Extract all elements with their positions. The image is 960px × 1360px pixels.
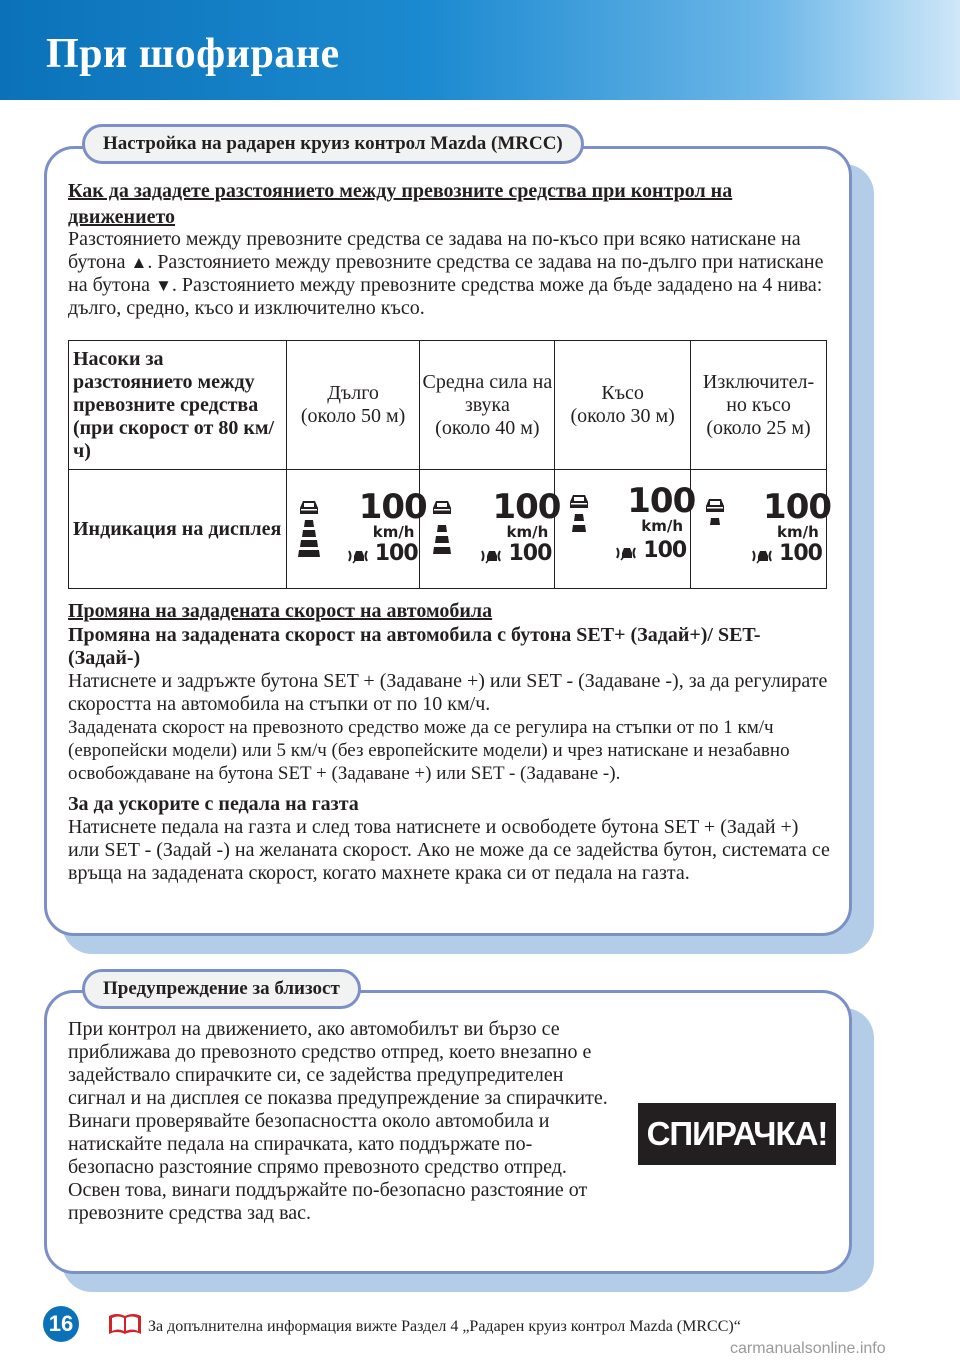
display-extra-short: [691, 470, 832, 589]
accel-para: Натиснете педала на газта и след това натиснете и освободете бутона SET + (Задай +) или SET - (Задай -) на желаната скорост. Ако не може да се задейства бутон, системата се връща на зададената скорост, когато махнете крака си от педала на газта.: [68, 816, 830, 884]
display-long: [286, 470, 427, 589]
section1-heading: [68, 178, 828, 230]
speed-para1: Натиснете и задръжте бутона SET + (Задаване +) или SET - (Задаване -), за да регулирате скоростта на автомобила на стъпки от по 10 км/ч.: [68, 670, 828, 715]
brake-warning-display: СПИРАЧКА!: [638, 1103, 836, 1165]
guidance-row-header: Насоки за разстоянието между превозните средства (при скорост от 80 км/ч): [69, 341, 287, 470]
up-triangle-icon: ▲: [130, 253, 148, 272]
lead-car-icon: [297, 498, 321, 516]
radar-cruise-icon: [615, 544, 637, 562]
page-number: 16: [43, 1306, 79, 1342]
col-extra-short-distance: (около 25 м): [706, 416, 811, 439]
speed-unit: km/h: [506, 523, 549, 541]
set-speed-value: 100: [643, 538, 687, 563]
proximity-text: [68, 1018, 613, 1225]
proximity-para2: Винаги проверявайте безопасността около автомобила и натискайте педала на спирачката, като поддържате по-безопасно разстояние спрямо превозното средство отпред. Освен това, винаги поддържайте по-безопасно разстояние от превозните средства зад вас.: [68, 1110, 588, 1224]
col-long-label: Дълго: [327, 382, 379, 404]
speed-value: 100: [763, 487, 832, 527]
set-speed-value: 100: [374, 541, 418, 566]
book-icon: [108, 1312, 142, 1336]
col-short-label: Късо: [601, 382, 644, 404]
display-medium: [420, 470, 561, 589]
page-header: [0, 0, 960, 100]
distance-bars-icon: [565, 514, 593, 534]
radar-cruise-icon: [751, 547, 773, 565]
speed-section: [68, 600, 830, 885]
radar-cruise-icon: [480, 547, 502, 565]
radar-cruise-icon: [347, 547, 369, 565]
footer-note: За допълнителна информация вижте Раздел 4 „Радарен круиз контрол Mazda (MRCC)“: [148, 1318, 741, 1335]
distance-heading: Как да зададете разстоянието между превозните средства при контрол на движението: [68, 180, 733, 228]
lead-car-icon: [703, 496, 727, 514]
col-long-distance: (около 50 м): [300, 405, 406, 427]
speed-para2: Зададената скорост на превозното средство може да се регулира на стъпки от по 1 км/ч (европейски модели) или 5 км/ч (без европейските модели) и чрез натискане и незабавно освобождаване на бутона SET + (Задаване +) или SET - (Задаване -).: [68, 717, 790, 784]
display-short: [555, 470, 696, 589]
distance-paragraph: [68, 228, 830, 320]
set-speed-value: 100: [779, 541, 822, 566]
page-title: При шофиране: [46, 31, 340, 77]
distance-para-part1: Разстоянието между превозните средства се задава на по-късо при всяко натискане на бутона: [68, 228, 801, 273]
speed-unit: km/h: [777, 523, 819, 541]
display-row-header: Индикация на дисплея: [69, 470, 287, 589]
distance-bars-icon: [428, 525, 456, 555]
lead-car-icon: [430, 498, 454, 516]
distance-para-part3: . Разстоянието между превозните средства може да бъде зададено на 4 нива: дълго, средно, късо и изключително късо.: [68, 274, 823, 319]
speed-value: 100: [358, 487, 427, 527]
section2-tab: Предупреждение за близост: [82, 969, 361, 1009]
set-speed-value: 100: [508, 541, 552, 566]
speed-subheading: Промяна на зададената скорост на автомобила с бутона SET+ (Задай+)/ SET- (Задай-): [68, 624, 761, 669]
speed-value: 100: [492, 487, 561, 527]
speed-value: 100: [627, 481, 696, 521]
proximity-para1: При контрол на движението, ако автомобилът ви бързо се приближава до превозното средство отпред, което внезапно е задействало спирачките си, се задейства предупредителен сигнал и на дисплея се показва предупреждение за спирачките.: [68, 1018, 608, 1109]
col-medium-distance: (около 40 м): [435, 416, 540, 439]
distance-bars-icon: [701, 518, 729, 528]
speed-heading: Промяна на зададената скорост на автомобила: [68, 600, 493, 622]
col-long: [286, 341, 420, 470]
accel-heading: За да ускорите с педала на газта: [68, 793, 359, 815]
distance-bars-icon: [295, 520, 323, 558]
speed-unit: km/h: [641, 517, 684, 535]
col-short: [555, 341, 691, 470]
section1-tab: Настройка на радарен круиз контрол Mazda (MRCC): [82, 124, 584, 164]
lead-car-icon: [567, 492, 591, 510]
col-extra-short-label: Изключител-но късо: [702, 370, 815, 416]
col-extra-short: [691, 341, 827, 470]
distance-table: [68, 340, 832, 589]
col-medium-label: Средна сила на звука: [422, 370, 553, 416]
watermark: carmanualsonline.info: [730, 1340, 886, 1357]
distance-para-part2: . Разстоянието между превозните средства се задава на по-дълго при натискане на бутона: [68, 251, 824, 296]
speed-unit: km/h: [372, 523, 415, 541]
col-medium: [420, 341, 555, 470]
down-triangle-icon: ▼: [155, 276, 172, 295]
col-short-distance: (около 30 м): [570, 405, 675, 427]
